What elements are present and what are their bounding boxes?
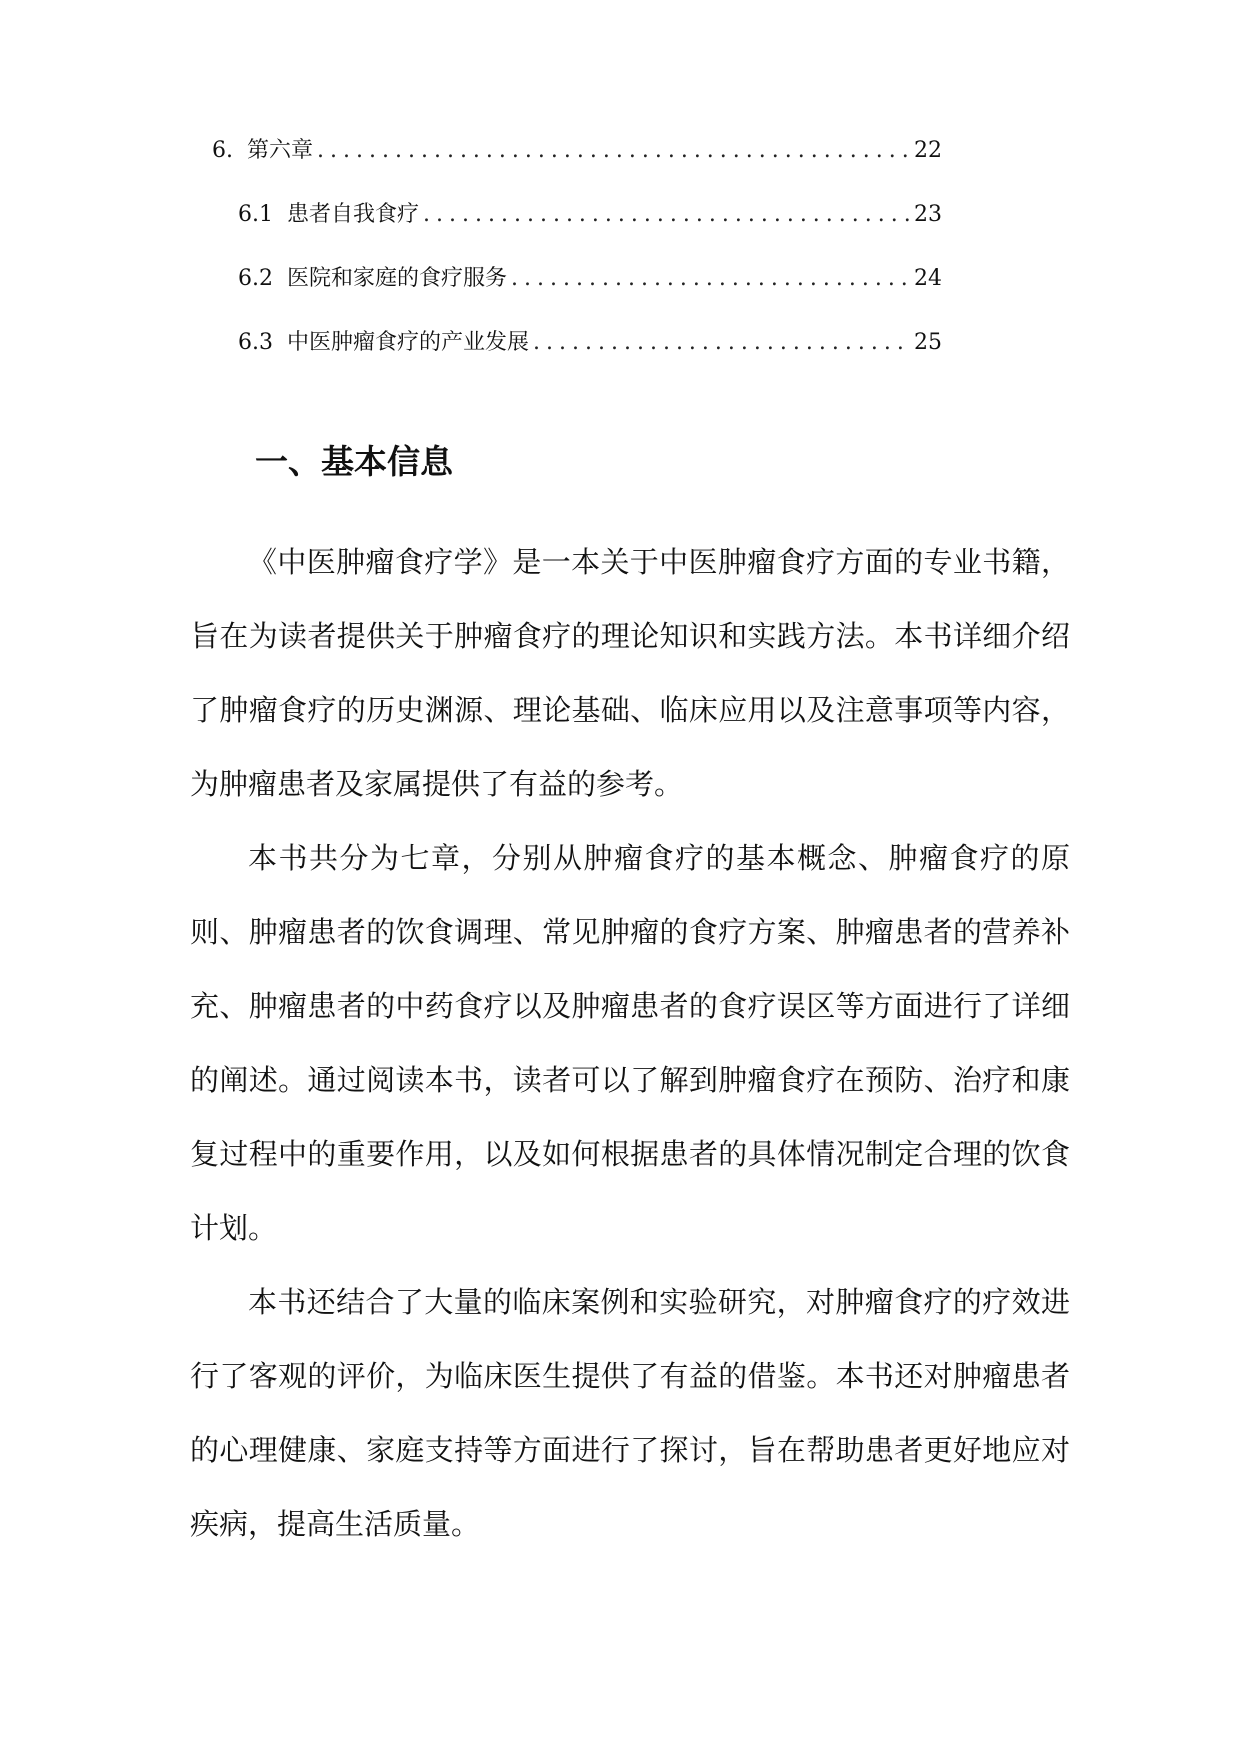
toc-entry-6-3[interactable] [238,328,942,358]
toc-entry-6-2[interactable] [238,264,942,294]
toc-entry-chapter-6[interactable] [212,136,942,166]
toc-entry-title: 医院和家庭的食疗服务 [287,266,508,291]
toc-leader-dots [423,200,910,230]
paragraph-3: 本书还结合了大量的临床案例和实验研究，对肿瘤食疗的疗效进行了客观的评价，为临床医生提供了有益的借鉴。本书还对肿瘤患者的心理健康、家庭支持等方面进行了探讨，旨在帮助患者更好地应对疾病，提高生活质量。 [190,1285,1070,1541]
toc-entry-page: 23 [914,202,942,227]
toc-leader-dots [511,264,910,294]
section-heading: 一、基本信息 [255,442,453,481]
section-body [190,525,1070,1561]
toc-entry-number: 6. [212,138,233,163]
paragraph-1: 《中医肿瘤食疗学》是一本关于中医肿瘤食疗方面的专业书籍，旨在为读者提供关于肿瘤食疗的理论知识和实践方法。本书详细介绍了肿瘤食疗的历史渊源、理论基础、临床应用以及注意事项等内容，为肿瘤患者及家属提供了有益的参考。 [190,545,1070,801]
toc-entry-number: 6.3 [238,330,273,355]
toc-entry-title: 患者自我食疗 [287,202,420,227]
toc-entry-number: 6.1 [238,202,273,227]
toc-entry-title: 中医肿瘤食疗的产业发展 [287,330,530,355]
paragraph-2: 本书共分为七章，分别从肿瘤食疗的基本概念、肿瘤食疗的原则、肿瘤患者的饮食调理、常见肿瘤的食疗方案、肿瘤患者的营养补充、肿瘤患者的中药食疗以及肿瘤患者的食疗误区等方面进行了详细的阐述。通过阅读本书，读者可以了解到肿瘤食疗在预防、治疗和康复过程中的重要作用，以及如何根据患者的具体情况制定合理的饮食计划。 [190,841,1070,1245]
toc-entry-title: 第六章 [247,138,314,163]
toc-entry-page: 25 [914,330,942,355]
toc-leader-dots [317,136,910,166]
toc-entry-6-1[interactable] [238,200,942,230]
toc-leader-dots [533,328,910,358]
toc-entry-page: 22 [914,138,942,163]
toc-entry-page: 24 [914,266,942,291]
toc-entry-number: 6.2 [238,266,273,291]
